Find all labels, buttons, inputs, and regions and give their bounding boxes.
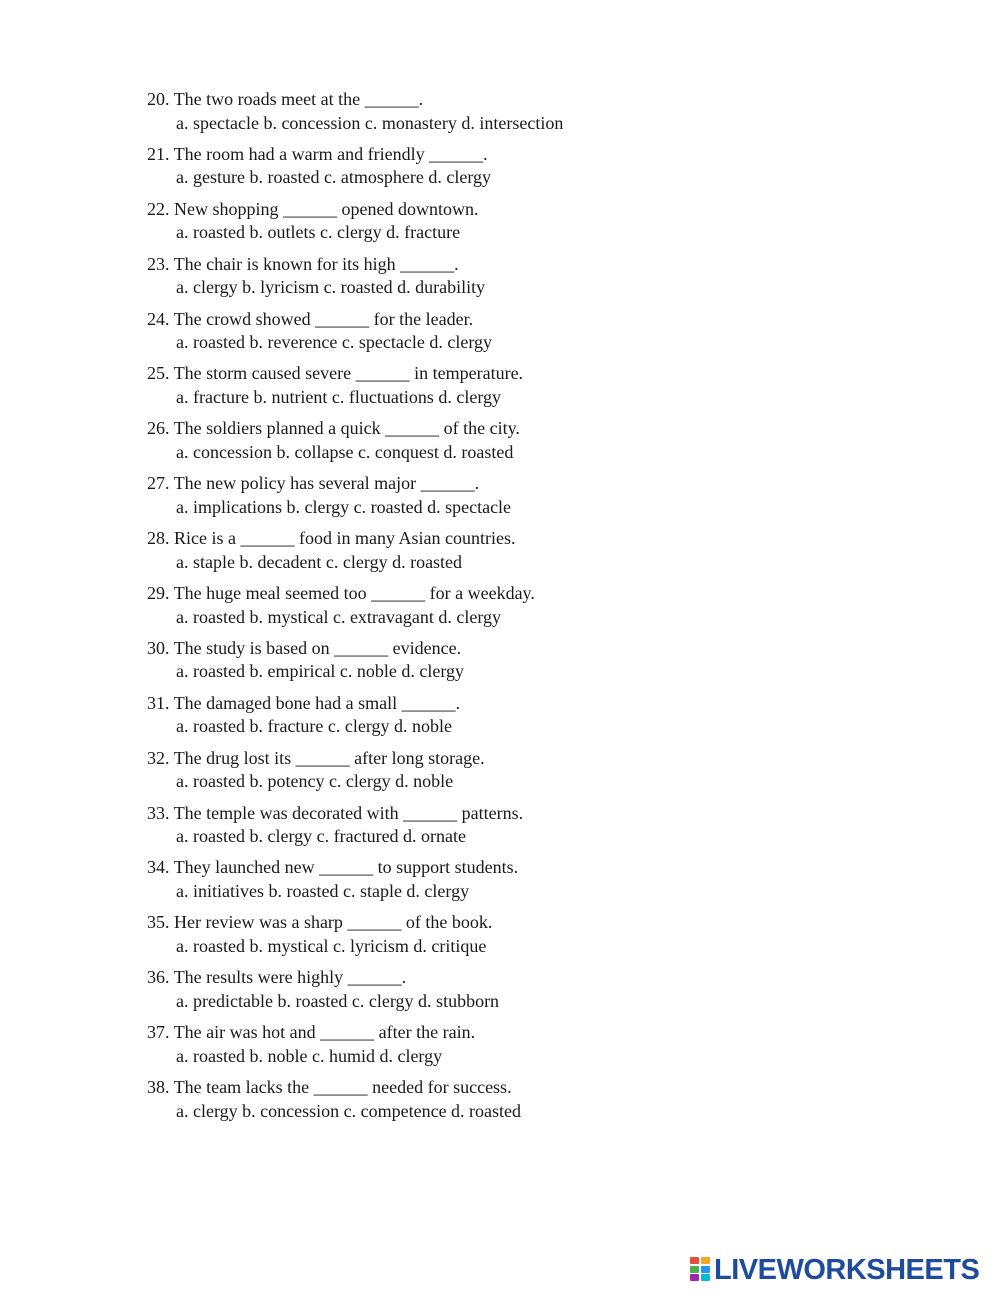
question-text: New shopping ______ opened downtown.: [174, 198, 479, 219]
answer-options: a. spectacle b. concession c. monastery d. intersection: [176, 112, 564, 133]
question-item: [147, 308, 907, 363]
question-stem: [147, 966, 907, 990]
question-item: [147, 911, 907, 966]
question-text: The chair is known for its high ______.: [173, 253, 459, 274]
question-number: 28.: [147, 528, 170, 549]
question-number: 38.: [147, 1077, 170, 1098]
question-number: 27.: [147, 473, 170, 494]
question-item: [147, 637, 907, 692]
answer-options: a. roasted b. potency c. clergy d. noble: [176, 771, 454, 792]
answer-options: a. roasted b. reverence c. spectacle d. clergy: [176, 332, 492, 353]
question-number: 30.: [147, 637, 170, 658]
question-text: They launched new ______ to support students.: [173, 857, 519, 878]
question-number: 35.: [147, 912, 170, 933]
answer-options: a. predictable b. roasted c. clergy d. stubborn: [176, 990, 500, 1011]
answer-options: a. roasted b. mystical c. extravagant d. clergy: [176, 606, 502, 627]
answer-options: a. roasted b. outlets c. clergy d. fracture: [176, 222, 461, 243]
question-stem: [147, 308, 907, 332]
answer-options: a. roasted b. clergy c. fractured d. ornate: [176, 826, 467, 847]
question-item: [147, 527, 907, 582]
question-number: 24.: [147, 308, 170, 329]
answer-options: a. staple b. decadent c. clergy d. roasted: [176, 551, 463, 572]
question-stem: [147, 1076, 907, 1100]
logo-block-icon: [701, 1266, 710, 1273]
question-text: The damaged bone had a small ______.: [173, 692, 461, 713]
question-item: [147, 253, 907, 308]
question-item: [147, 88, 907, 143]
answer-options: a. concession b. collapse c. conquest d. roasted: [176, 441, 514, 462]
question-text: Her review was a sharp ______ of the book.: [174, 912, 493, 933]
answer-options: a. roasted b. fracture c. clergy d. noble: [176, 716, 453, 737]
question-stem: [147, 362, 907, 386]
question-text: The temple was decorated with ______ patterns.: [173, 802, 524, 823]
liveworksheets-logo[interactable]: [690, 1254, 979, 1286]
question-stem: [147, 88, 907, 112]
question-item: [147, 472, 907, 527]
question-stem: [147, 417, 907, 441]
question-item: [147, 582, 907, 637]
question-number: 21.: [147, 143, 170, 164]
logo-block-icon: [690, 1274, 699, 1281]
question-stem: [147, 637, 907, 661]
question-stem: [147, 253, 907, 277]
logo-block-icon: [701, 1274, 710, 1281]
question-stem: [147, 802, 907, 826]
question-number: 32.: [147, 747, 170, 768]
answer-options: a. initiatives b. roasted c. staple d. clergy: [176, 880, 470, 901]
answer-options: a. clergy b. concession c. competence d. roasted: [176, 1100, 522, 1121]
question-stem: [147, 747, 907, 771]
answer-options: a. roasted b. mystical c. lyricism d. critique: [176, 935, 487, 956]
question-text: The new policy has several major ______.: [173, 473, 480, 494]
question-text: The room had a warm and friendly ______.: [173, 143, 488, 164]
question-text: The two roads meet at the ______.: [173, 89, 424, 109]
question-text: The air was hot and ______ after the rain.: [173, 1022, 476, 1043]
question-item: [147, 747, 907, 802]
question-stem: [147, 856, 907, 880]
question-number: 26.: [147, 418, 170, 439]
answer-options: a. roasted b. noble c. humid d. clergy: [176, 1045, 443, 1066]
worksheet-questions: [147, 88, 907, 1131]
logo-block-icon: [690, 1266, 699, 1273]
question-text: Rice is a ______ food in many Asian countries.: [174, 528, 516, 549]
question-item: [147, 966, 907, 1021]
question-item: [147, 417, 907, 472]
question-stem: [147, 143, 907, 167]
logo-text: LIVEWORKSHEETS: [714, 1253, 980, 1286]
question-text: The drug lost its ______ after long storage.: [173, 747, 485, 768]
question-number: 20.: [147, 89, 170, 109]
answer-options: a. roasted b. empirical c. noble d. clergy: [176, 661, 465, 682]
answer-options: a. gesture b. roasted c. atmosphere d. clergy: [176, 167, 492, 188]
question-item: [147, 362, 907, 417]
question-number: 25.: [147, 363, 170, 384]
question-text: The huge meal seemed too ______ for a weekday.: [173, 583, 535, 604]
question-stem: [147, 1021, 907, 1045]
question-stem: [147, 582, 907, 606]
question-item: [147, 1076, 907, 1131]
question-number: 36.: [147, 967, 170, 988]
question-number: 22.: [147, 198, 170, 219]
question-number: 29.: [147, 583, 170, 604]
question-stem: [147, 198, 907, 222]
question-text: The team lacks the ______ needed for success.: [173, 1077, 512, 1098]
question-item: [147, 1021, 907, 1076]
logo-block-icon: [690, 1257, 699, 1264]
question-item: [147, 143, 907, 198]
question-item: [147, 856, 907, 911]
question-text: The storm caused severe ______ in temperature.: [173, 363, 524, 384]
question-text: The crowd showed ______ for the leader.: [173, 308, 474, 329]
question-number: 31.: [147, 692, 170, 713]
question-stem: [147, 911, 907, 935]
question-item: [147, 692, 907, 747]
question-number: 33.: [147, 802, 170, 823]
question-number: 37.: [147, 1022, 170, 1043]
logo-mark-icon: [690, 1257, 712, 1283]
question-number: 34.: [147, 857, 170, 878]
logo-block-icon: [701, 1257, 710, 1264]
question-item: [147, 802, 907, 857]
question-text: The soldiers planned a quick ______ of the city.: [173, 418, 520, 439]
question-item: [147, 198, 907, 253]
question-text: The study is based on ______ evidence.: [173, 637, 462, 658]
question-stem: [147, 692, 907, 716]
answer-options: a. fracture b. nutrient c. fluctuations d. clergy: [176, 386, 502, 407]
question-text: The results were highly ______.: [173, 967, 407, 988]
question-number: 23.: [147, 253, 170, 274]
answer-options: a. clergy b. lyricism c. roasted d. durability: [176, 277, 486, 298]
question-stem: [147, 472, 907, 496]
question-stem: [147, 527, 907, 551]
answer-options: a. implications b. clergy c. roasted d. spectacle: [176, 496, 512, 517]
